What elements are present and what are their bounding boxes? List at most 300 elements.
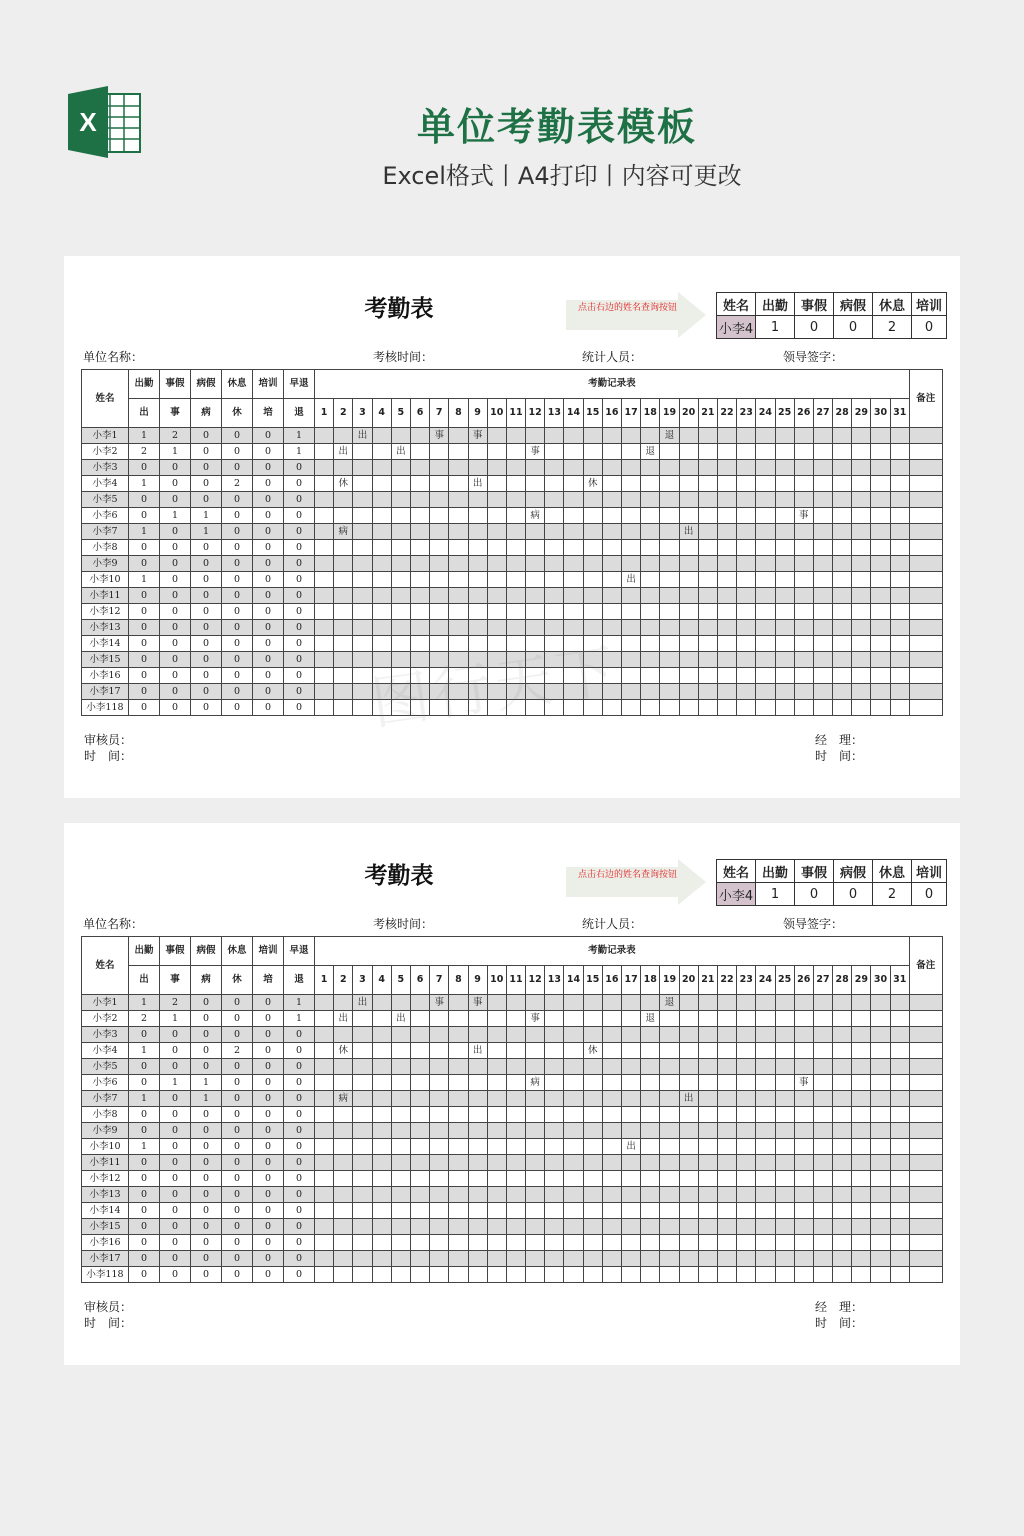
day-cell[interactable]	[545, 1011, 564, 1027]
day-cell[interactable]	[487, 684, 506, 700]
day-cell[interactable]	[660, 1235, 679, 1251]
day-cell[interactable]	[622, 1219, 641, 1235]
day-cell[interactable]	[334, 1139, 353, 1155]
day-cell[interactable]	[468, 1059, 487, 1075]
day-cell[interactable]	[391, 1107, 410, 1123]
day-cell[interactable]	[852, 636, 871, 652]
day-cell[interactable]	[813, 540, 832, 556]
day-cell[interactable]	[564, 1027, 583, 1043]
day-cell[interactable]	[679, 540, 698, 556]
day-cell[interactable]	[583, 1059, 602, 1075]
day-cell[interactable]	[679, 1059, 698, 1075]
day-cell[interactable]	[410, 1203, 429, 1219]
day-cell[interactable]	[564, 1171, 583, 1187]
day-cell[interactable]	[679, 1251, 698, 1267]
day-cell[interactable]	[468, 652, 487, 668]
day-cell[interactable]	[717, 1027, 736, 1043]
day-cell[interactable]	[641, 668, 660, 684]
day-cell[interactable]	[545, 684, 564, 700]
day-cell[interactable]	[622, 460, 641, 476]
day-cell[interactable]	[391, 476, 410, 492]
day-cell[interactable]	[564, 684, 583, 700]
day-cell[interactable]	[391, 1027, 410, 1043]
day-cell[interactable]	[717, 460, 736, 476]
day-cell[interactable]	[698, 492, 717, 508]
day-cell[interactable]	[391, 995, 410, 1011]
day-cell[interactable]	[890, 1187, 909, 1203]
day-cell[interactable]	[852, 1123, 871, 1139]
day-cell[interactable]	[602, 1011, 621, 1027]
day-cell[interactable]	[526, 684, 545, 700]
day-cell[interactable]	[679, 572, 698, 588]
day-cell[interactable]	[679, 476, 698, 492]
day-cell[interactable]	[506, 1203, 525, 1219]
day-cell[interactable]	[545, 476, 564, 492]
day-cell[interactable]	[641, 1235, 660, 1251]
day-cell[interactable]	[737, 524, 756, 540]
day-cell[interactable]	[737, 1219, 756, 1235]
day-cell[interactable]	[871, 1107, 890, 1123]
day-cell[interactable]	[756, 1011, 775, 1027]
day-cell[interactable]	[794, 1139, 813, 1155]
day-cell[interactable]	[852, 588, 871, 604]
day-cell[interactable]	[775, 588, 794, 604]
day-cell[interactable]	[449, 524, 468, 540]
day-cell[interactable]	[890, 1235, 909, 1251]
day-cell[interactable]	[775, 1267, 794, 1283]
day-cell[interactable]	[564, 492, 583, 508]
day-cell[interactable]	[602, 620, 621, 636]
day-cell[interactable]: 事	[430, 995, 449, 1011]
day-cell[interactable]	[526, 1107, 545, 1123]
day-cell[interactable]	[660, 556, 679, 572]
day-cell[interactable]	[737, 995, 756, 1011]
day-cell[interactable]	[852, 1203, 871, 1219]
day-cell[interactable]	[315, 1155, 334, 1171]
day-cell[interactable]	[698, 1235, 717, 1251]
day-cell[interactable]	[526, 1155, 545, 1171]
day-cell[interactable]	[334, 460, 353, 476]
day-cell[interactable]	[679, 1235, 698, 1251]
day-cell[interactable]	[372, 1027, 391, 1043]
day-cell[interactable]	[353, 1107, 372, 1123]
day-cell[interactable]	[890, 1107, 909, 1123]
day-cell[interactable]	[564, 1155, 583, 1171]
day-cell[interactable]: 退	[660, 428, 679, 444]
day-cell[interactable]	[506, 428, 525, 444]
day-cell[interactable]	[775, 492, 794, 508]
day-cell[interactable]	[737, 1075, 756, 1091]
day-cell[interactable]	[315, 1075, 334, 1091]
day-cell[interactable]	[430, 636, 449, 652]
day-cell[interactable]	[315, 604, 334, 620]
day-cell[interactable]	[353, 1011, 372, 1027]
day-cell[interactable]	[622, 684, 641, 700]
day-cell[interactable]	[564, 1011, 583, 1027]
day-cell[interactable]	[737, 444, 756, 460]
day-cell[interactable]	[756, 1059, 775, 1075]
day-cell[interactable]	[833, 1123, 852, 1139]
day-cell[interactable]	[833, 1027, 852, 1043]
day-cell[interactable]	[660, 524, 679, 540]
day-cell[interactable]	[449, 1011, 468, 1027]
day-cell[interactable]	[679, 604, 698, 620]
day-cell[interactable]	[526, 540, 545, 556]
day-cell[interactable]	[679, 620, 698, 636]
day-cell[interactable]	[391, 540, 410, 556]
day-cell[interactable]	[315, 1139, 334, 1155]
day-cell[interactable]	[833, 668, 852, 684]
day-cell[interactable]	[506, 1219, 525, 1235]
day-cell[interactable]	[353, 1091, 372, 1107]
day-cell[interactable]	[871, 460, 890, 476]
day-cell[interactable]	[641, 1027, 660, 1043]
day-cell[interactable]	[410, 652, 429, 668]
day-cell[interactable]	[698, 684, 717, 700]
day-cell[interactable]	[487, 995, 506, 1011]
day-cell[interactable]	[526, 460, 545, 476]
day-cell[interactable]	[660, 620, 679, 636]
day-cell[interactable]	[315, 540, 334, 556]
day-cell[interactable]	[660, 1155, 679, 1171]
day-cell[interactable]	[679, 652, 698, 668]
day-cell[interactable]	[622, 1251, 641, 1267]
day-cell[interactable]	[430, 492, 449, 508]
day-cell[interactable]	[813, 572, 832, 588]
day-cell[interactable]	[737, 1027, 756, 1043]
day-cell[interactable]	[852, 572, 871, 588]
day-cell[interactable]	[756, 1187, 775, 1203]
day-cell[interactable]	[813, 620, 832, 636]
day-cell[interactable]	[410, 1235, 429, 1251]
day-cell[interactable]	[737, 1107, 756, 1123]
day-cell[interactable]	[564, 540, 583, 556]
day-cell[interactable]	[487, 668, 506, 684]
day-cell[interactable]	[353, 460, 372, 476]
day-cell[interactable]	[353, 1059, 372, 1075]
day-cell[interactable]	[794, 492, 813, 508]
day-cell[interactable]	[430, 572, 449, 588]
day-cell[interactable]	[622, 1123, 641, 1139]
day-cell[interactable]	[430, 1091, 449, 1107]
day-cell[interactable]	[775, 668, 794, 684]
day-cell[interactable]	[852, 1267, 871, 1283]
day-cell[interactable]	[410, 492, 429, 508]
day-cell[interactable]	[391, 508, 410, 524]
day-cell[interactable]	[468, 636, 487, 652]
day-cell[interactable]	[660, 1219, 679, 1235]
day-cell[interactable]	[449, 1155, 468, 1171]
day-cell[interactable]	[468, 1235, 487, 1251]
day-cell[interactable]	[833, 556, 852, 572]
day-cell[interactable]	[372, 556, 391, 572]
day-cell[interactable]	[641, 540, 660, 556]
day-cell[interactable]	[679, 636, 698, 652]
day-cell[interactable]	[487, 1155, 506, 1171]
day-cell[interactable]	[315, 1107, 334, 1123]
day-cell[interactable]	[833, 476, 852, 492]
day-cell[interactable]	[660, 604, 679, 620]
day-cell[interactable]	[698, 1107, 717, 1123]
day-cell[interactable]	[622, 1187, 641, 1203]
day-cell[interactable]	[717, 1043, 736, 1059]
day-cell[interactable]	[602, 524, 621, 540]
day-cell[interactable]	[315, 1267, 334, 1283]
day-cell[interactable]	[756, 1091, 775, 1107]
day-cell[interactable]	[487, 1219, 506, 1235]
day-cell[interactable]	[622, 1267, 641, 1283]
day-cell[interactable]	[564, 1203, 583, 1219]
day-cell[interactable]	[391, 1187, 410, 1203]
day-cell[interactable]	[545, 1123, 564, 1139]
day-cell[interactable]	[833, 1155, 852, 1171]
day-cell[interactable]	[526, 700, 545, 716]
day-cell[interactable]	[775, 476, 794, 492]
day-cell[interactable]	[564, 1187, 583, 1203]
day-cell[interactable]	[852, 524, 871, 540]
day-cell[interactable]	[602, 1027, 621, 1043]
day-cell[interactable]	[679, 1075, 698, 1091]
day-cell[interactable]	[583, 1011, 602, 1027]
day-cell[interactable]	[410, 588, 429, 604]
day-cell[interactable]	[410, 1155, 429, 1171]
day-cell[interactable]: 事	[526, 1011, 545, 1027]
day-cell[interactable]	[468, 588, 487, 604]
day-cell[interactable]	[353, 1267, 372, 1283]
day-cell[interactable]	[852, 668, 871, 684]
day-cell[interactable]	[334, 668, 353, 684]
day-cell[interactable]	[334, 588, 353, 604]
day-cell[interactable]	[717, 1219, 736, 1235]
day-cell[interactable]	[545, 540, 564, 556]
day-cell[interactable]	[353, 620, 372, 636]
day-cell[interactable]	[717, 428, 736, 444]
day-cell[interactable]	[775, 684, 794, 700]
day-cell[interactable]	[756, 540, 775, 556]
day-cell[interactable]	[833, 460, 852, 476]
day-cell[interactable]	[583, 700, 602, 716]
day-cell[interactable]	[468, 1251, 487, 1267]
day-cell[interactable]	[641, 428, 660, 444]
day-cell[interactable]	[391, 1075, 410, 1091]
day-cell[interactable]: 病	[334, 524, 353, 540]
day-cell[interactable]	[602, 540, 621, 556]
day-cell[interactable]	[756, 636, 775, 652]
day-cell[interactable]	[833, 1075, 852, 1091]
day-cell[interactable]	[430, 508, 449, 524]
day-cell[interactable]	[487, 620, 506, 636]
day-cell[interactable]	[545, 1139, 564, 1155]
day-cell[interactable]	[430, 476, 449, 492]
day-cell[interactable]	[622, 444, 641, 460]
day-cell[interactable]	[372, 524, 391, 540]
day-cell[interactable]	[622, 540, 641, 556]
day-cell[interactable]	[391, 572, 410, 588]
day-cell[interactable]	[794, 460, 813, 476]
day-cell[interactable]	[813, 444, 832, 460]
day-cell[interactable]	[602, 508, 621, 524]
day-cell[interactable]	[775, 1203, 794, 1219]
day-cell[interactable]	[794, 1203, 813, 1219]
day-cell[interactable]	[372, 684, 391, 700]
day-cell[interactable]	[602, 460, 621, 476]
day-cell[interactable]	[487, 1171, 506, 1187]
day-cell[interactable]	[372, 1139, 391, 1155]
day-cell[interactable]	[622, 588, 641, 604]
day-cell[interactable]	[852, 684, 871, 700]
day-cell[interactable]	[487, 444, 506, 460]
day-cell[interactable]	[430, 1235, 449, 1251]
day-cell[interactable]	[737, 540, 756, 556]
day-cell[interactable]	[717, 1171, 736, 1187]
day-cell[interactable]	[430, 1267, 449, 1283]
day-cell[interactable]	[449, 1219, 468, 1235]
day-cell[interactable]	[506, 588, 525, 604]
day-cell[interactable]	[641, 684, 660, 700]
day-cell[interactable]	[794, 668, 813, 684]
day-cell[interactable]	[583, 1123, 602, 1139]
day-cell[interactable]	[449, 1139, 468, 1155]
day-cell[interactable]: 事	[794, 508, 813, 524]
day-cell[interactable]	[564, 1267, 583, 1283]
day-cell[interactable]	[372, 572, 391, 588]
day-cell[interactable]	[410, 1011, 429, 1027]
day-cell[interactable]	[353, 540, 372, 556]
day-cell[interactable]	[660, 460, 679, 476]
day-cell[interactable]	[449, 604, 468, 620]
day-cell[interactable]	[717, 652, 736, 668]
day-cell[interactable]	[583, 428, 602, 444]
day-cell[interactable]	[794, 572, 813, 588]
day-cell[interactable]	[833, 1139, 852, 1155]
day-cell[interactable]	[334, 652, 353, 668]
day-cell[interactable]: 病	[334, 1091, 353, 1107]
day-cell[interactable]	[871, 524, 890, 540]
day-cell[interactable]	[871, 668, 890, 684]
day-cell[interactable]	[410, 476, 429, 492]
day-cell[interactable]	[545, 1203, 564, 1219]
day-cell[interactable]	[737, 652, 756, 668]
day-cell[interactable]	[372, 1011, 391, 1027]
day-cell[interactable]	[583, 1155, 602, 1171]
day-cell[interactable]	[679, 700, 698, 716]
day-cell[interactable]	[756, 684, 775, 700]
day-cell[interactable]	[813, 492, 832, 508]
day-cell[interactable]	[756, 1107, 775, 1123]
day-cell[interactable]	[334, 428, 353, 444]
day-cell[interactable]	[737, 1267, 756, 1283]
day-cell[interactable]	[372, 1043, 391, 1059]
day-cell[interactable]	[641, 1187, 660, 1203]
day-cell[interactable]	[890, 508, 909, 524]
day-cell[interactable]	[871, 1059, 890, 1075]
day-cell[interactable]	[698, 524, 717, 540]
day-cell[interactable]	[526, 1027, 545, 1043]
day-cell[interactable]	[660, 668, 679, 684]
day-cell[interactable]	[756, 1235, 775, 1251]
day-cell[interactable]: 事	[526, 444, 545, 460]
day-cell[interactable]	[545, 652, 564, 668]
day-cell[interactable]	[813, 1139, 832, 1155]
day-cell[interactable]	[775, 1091, 794, 1107]
day-cell[interactable]	[564, 620, 583, 636]
day-cell[interactable]	[391, 1043, 410, 1059]
day-cell[interactable]	[717, 540, 736, 556]
day-cell[interactable]	[737, 1235, 756, 1251]
day-cell[interactable]	[410, 604, 429, 620]
day-cell[interactable]	[449, 668, 468, 684]
day-cell[interactable]	[756, 1155, 775, 1171]
day-cell[interactable]	[602, 1171, 621, 1187]
day-cell[interactable]	[449, 428, 468, 444]
day-cell[interactable]	[660, 1091, 679, 1107]
day-cell[interactable]	[698, 1091, 717, 1107]
day-cell[interactable]	[526, 476, 545, 492]
day-cell[interactable]	[717, 492, 736, 508]
day-cell[interactable]	[583, 588, 602, 604]
day-cell[interactable]	[315, 1219, 334, 1235]
day-cell[interactable]	[410, 1171, 429, 1187]
day-cell[interactable]	[660, 1267, 679, 1283]
day-cell[interactable]	[583, 444, 602, 460]
day-cell[interactable]	[583, 1075, 602, 1091]
day-cell[interactable]	[717, 444, 736, 460]
day-cell[interactable]	[602, 1219, 621, 1235]
day-cell[interactable]	[794, 1235, 813, 1251]
day-cell[interactable]	[737, 1059, 756, 1075]
day-cell[interactable]	[506, 508, 525, 524]
day-cell[interactable]	[833, 444, 852, 460]
day-cell[interactable]	[775, 1107, 794, 1123]
day-cell[interactable]	[564, 428, 583, 444]
day-cell[interactable]	[833, 540, 852, 556]
day-cell[interactable]	[890, 620, 909, 636]
day-cell[interactable]	[430, 1059, 449, 1075]
day-cell[interactable]	[449, 684, 468, 700]
day-cell[interactable]	[410, 1219, 429, 1235]
lookup-hint-arrow[interactable]	[566, 859, 706, 905]
day-cell[interactable]	[449, 700, 468, 716]
day-cell[interactable]: 退	[641, 1011, 660, 1027]
day-cell[interactable]	[487, 1123, 506, 1139]
day-cell[interactable]	[871, 1139, 890, 1155]
day-cell[interactable]	[737, 556, 756, 572]
day-cell[interactable]	[602, 604, 621, 620]
day-cell[interactable]	[583, 1203, 602, 1219]
day-cell[interactable]	[622, 1235, 641, 1251]
day-cell[interactable]	[372, 1187, 391, 1203]
day-cell[interactable]	[852, 1171, 871, 1187]
day-cell[interactable]	[737, 668, 756, 684]
day-cell[interactable]	[756, 700, 775, 716]
day-cell[interactable]	[602, 1075, 621, 1091]
day-cell[interactable]	[372, 1219, 391, 1235]
day-cell[interactable]	[410, 668, 429, 684]
day-cell[interactable]	[679, 684, 698, 700]
day-cell[interactable]	[756, 524, 775, 540]
day-cell[interactable]	[833, 1267, 852, 1283]
day-cell[interactable]	[871, 1011, 890, 1027]
day-cell[interactable]	[794, 1123, 813, 1139]
day-cell[interactable]	[315, 668, 334, 684]
day-cell[interactable]	[641, 1107, 660, 1123]
day-cell[interactable]	[871, 492, 890, 508]
day-cell[interactable]	[506, 1059, 525, 1075]
day-cell[interactable]	[622, 1203, 641, 1219]
day-cell[interactable]	[487, 604, 506, 620]
day-cell[interactable]	[545, 620, 564, 636]
day-cell[interactable]	[813, 1171, 832, 1187]
